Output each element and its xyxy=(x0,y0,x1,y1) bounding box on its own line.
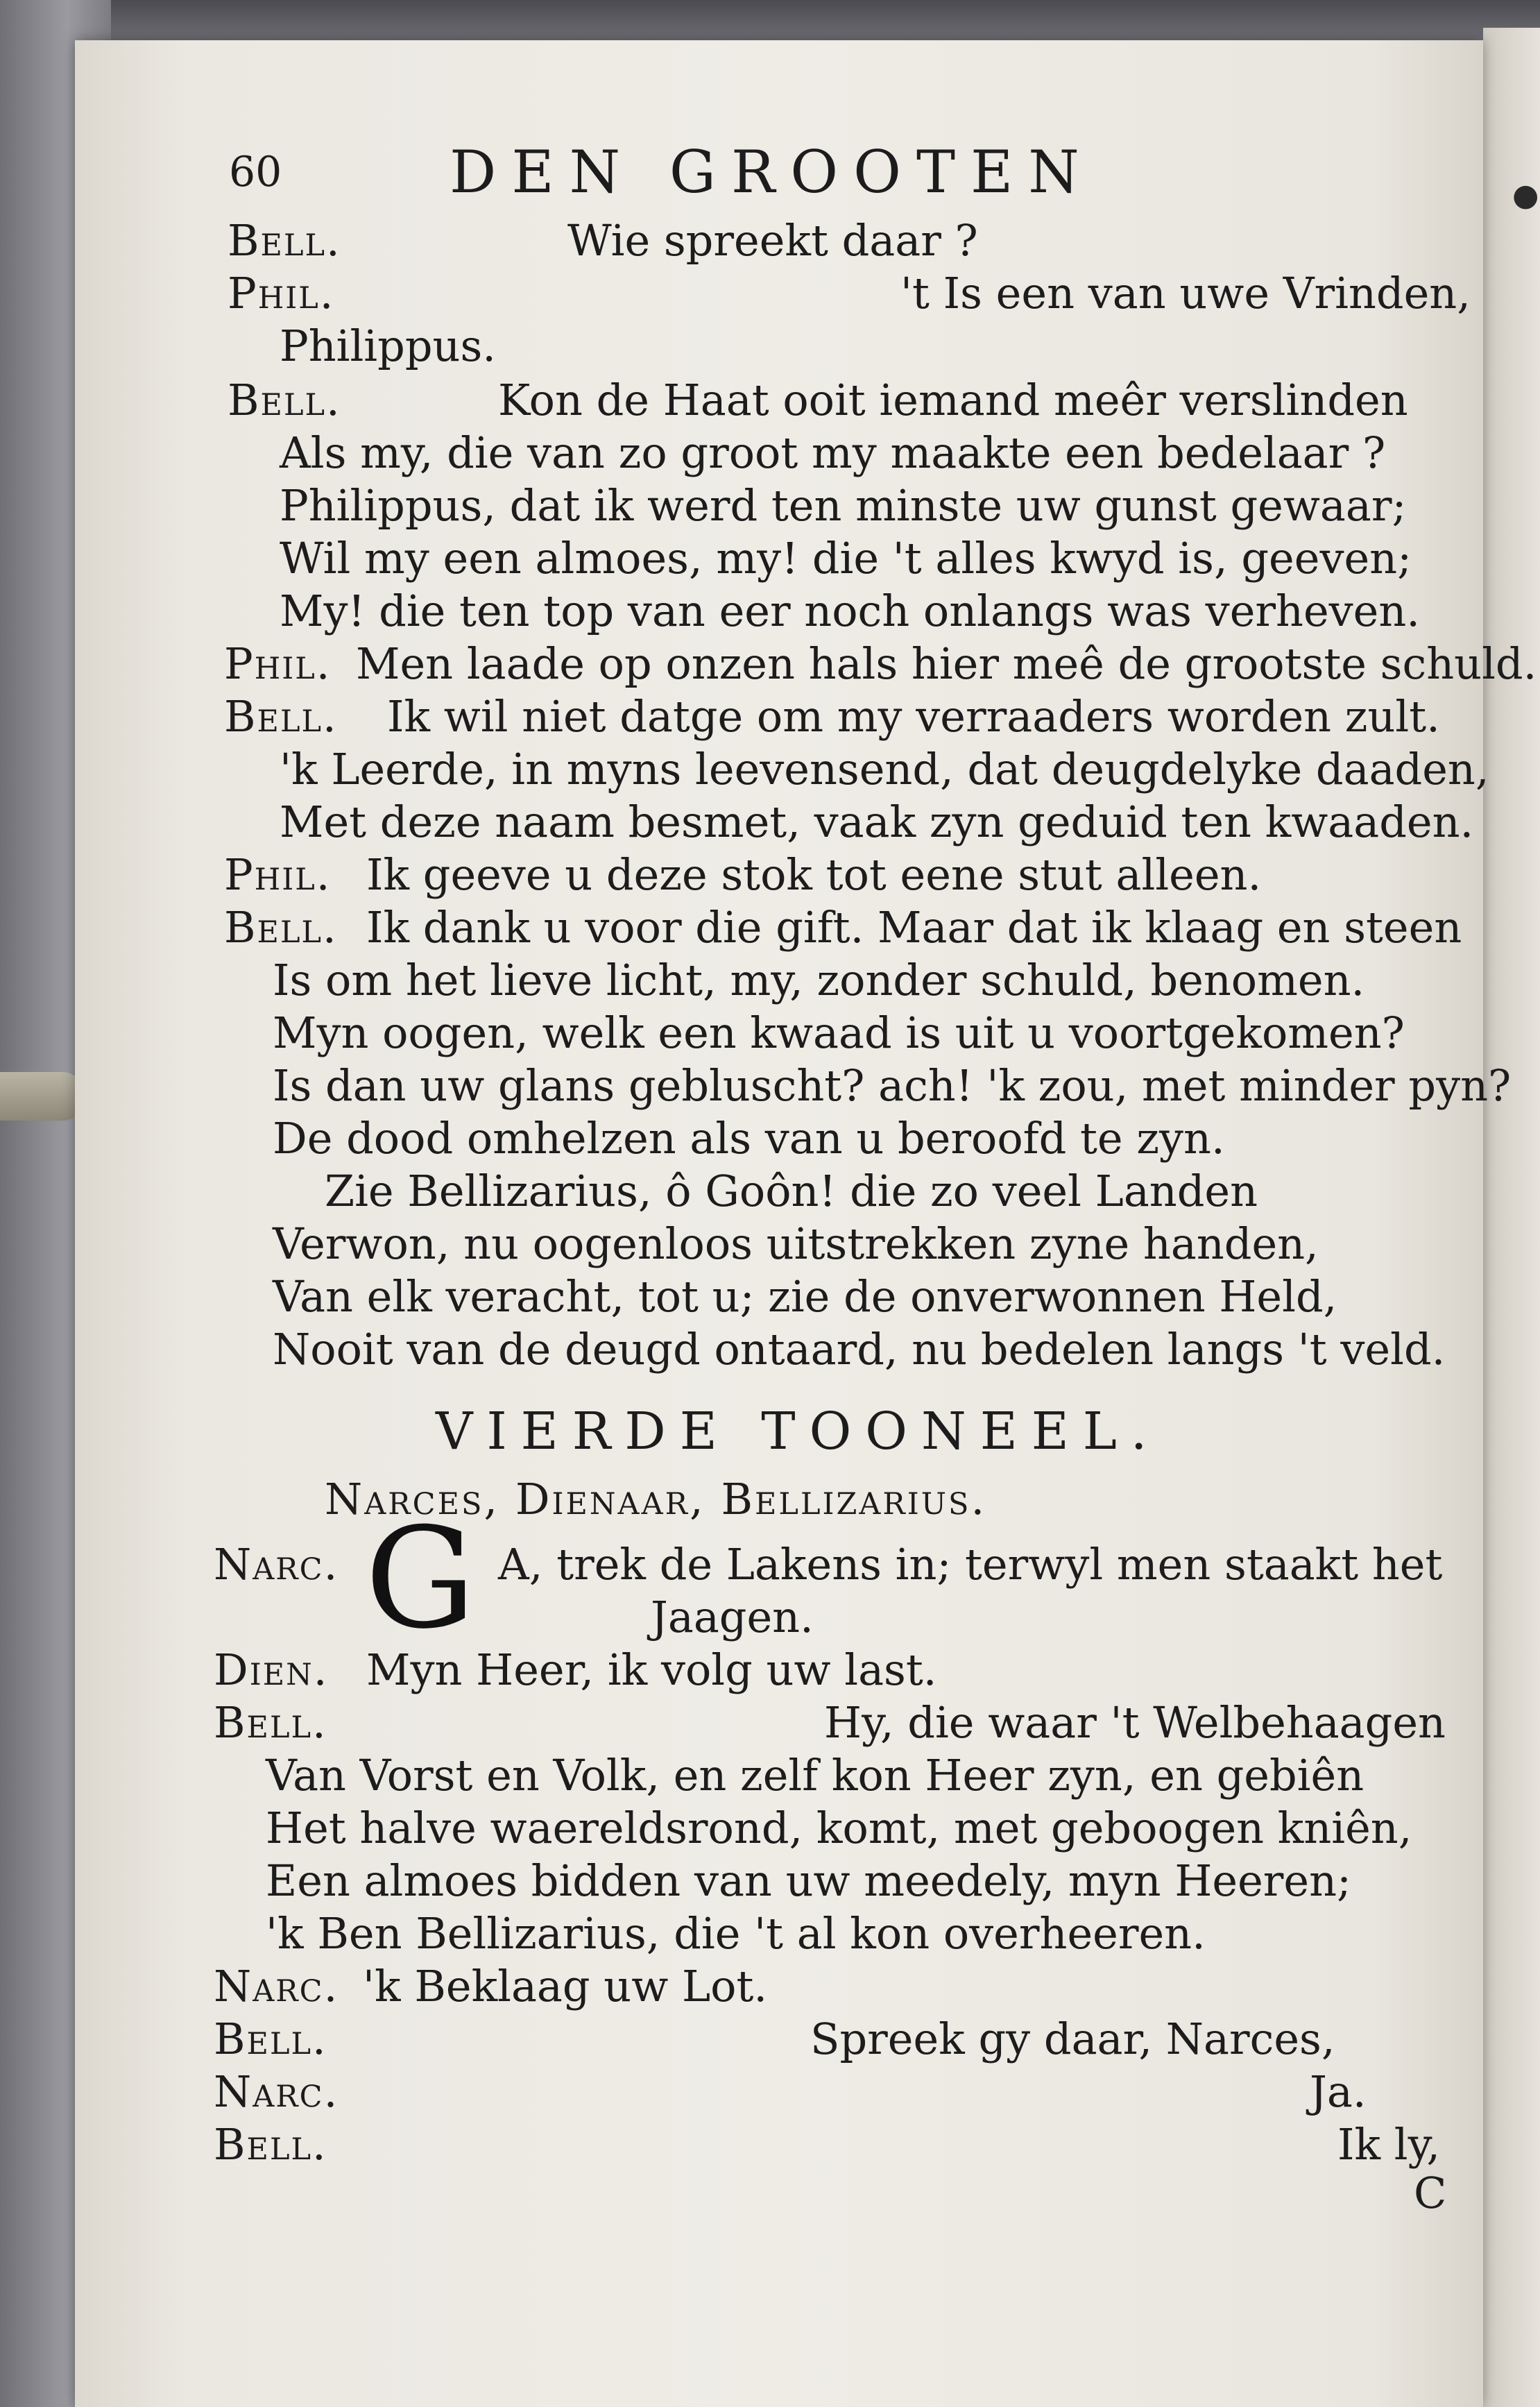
speaker: Dien. xyxy=(214,1644,329,1695)
speaker: Bell. xyxy=(228,375,341,425)
verse-line: Met deze naam besmet, vaak zyn geduid ten kwaaden. xyxy=(280,797,1474,847)
verse-line: My! die ten top van eer noch onlangs was verheven. xyxy=(280,586,1420,636)
speaker: Bell. xyxy=(214,2119,327,2170)
verse-line: Ja. xyxy=(1310,2066,1367,2117)
next-page-edge xyxy=(1483,28,1540,2407)
speaker: Phil. xyxy=(224,849,332,900)
verse-line: Als my, die van zo groot my maakte een bedelaar ? xyxy=(280,427,1386,478)
verse-line: De dood omhelzen als van u beroofd te zyn. xyxy=(273,1113,1225,1164)
verse-line: Kon de Haat ooit iemand meêr verslinden xyxy=(498,375,1408,425)
verse-line: Hy, die waar 't Welbehaagen xyxy=(824,1697,1446,1748)
verse-line: Een almoes bidden van uw meedely, myn Heeren; xyxy=(266,1855,1351,1906)
verse-line: A, trek de Lakens in; terwyl men staakt het xyxy=(498,1539,1443,1590)
verse-line: Jaagen. xyxy=(651,1592,814,1642)
verse-line: Nooit van de deugd ontaard, nu bedelen langs 't veld. xyxy=(273,1324,1446,1375)
verse-line: 'k Ben Bellizarius, die 't al kon overheeren. xyxy=(266,1908,1206,1959)
speaker: Phil. xyxy=(228,268,335,318)
verse-line: Verwon, nu oogenloos uitstrekken zyne handen, xyxy=(273,1218,1319,1269)
page-number: 60 xyxy=(229,148,282,196)
verse-line: Myn Heer, ik volg uw last. xyxy=(366,1644,937,1695)
verse-line: Ik ly, xyxy=(1337,2119,1441,2170)
scene-title: VIERDE TOONEEL. xyxy=(436,1402,1161,1461)
verse-line: Is dan uw glans gebluscht? ach! 'k zou, met minder pyn? xyxy=(273,1060,1512,1111)
speaker: Bell. xyxy=(214,2014,327,2064)
verse-line: Spreek gy daar, Narces, xyxy=(810,2014,1335,2064)
verse-line: Philippus, dat ik werd ten minste uw gunst gewaar; xyxy=(280,480,1407,531)
verse-line: Van elk veracht, tot u; zie de onverwonnen Held, xyxy=(273,1271,1337,1322)
bookmark-ribbon xyxy=(0,1072,83,1121)
verse-line: Wil my een almoes, my! die 't alles kwyd is, geeven; xyxy=(280,533,1412,584)
speaker: Narc. xyxy=(214,1539,339,1590)
verse-line: 'k Leerde, in myns leevensend, dat deugdelyke daaden, xyxy=(280,744,1489,794)
verse-line: Wie spreekt daar ? xyxy=(567,215,978,266)
speaker: Bell. xyxy=(224,902,338,953)
verse-line: 'k Beklaag uw Lot. xyxy=(363,1961,768,2011)
speaker: Bell. xyxy=(228,215,341,266)
running-head: DEN GROOTEN xyxy=(450,138,1095,206)
verse-line: Myn oogen, welk een kwaad is uit u voortgekomen? xyxy=(273,1007,1405,1058)
verse-line: 't Is een van uwe Vrinden, xyxy=(900,268,1471,318)
verse-line: Is om het lieve licht, my, zonder schuld, benomen. xyxy=(273,955,1365,1005)
verse-line: Het halve waereldsrond, komt, met geboogen kniên, xyxy=(266,1803,1412,1853)
speaker: Bell. xyxy=(214,1697,327,1748)
scene-persons: Narces, Dienaar, Bellizarius. xyxy=(325,1474,987,1524)
verse-line: Ik geeve u deze stok tot eene stut alleen. xyxy=(366,849,1262,900)
signature-mark: C xyxy=(1414,2168,1447,2218)
book-page xyxy=(75,40,1537,2407)
verse-line: Philippus. xyxy=(280,321,496,371)
speaker: Narc. xyxy=(214,1961,339,2011)
verse-line: Zie Bellizarius, ô Goôn! die zo veel Landen xyxy=(325,1166,1258,1216)
drop-cap: G xyxy=(365,1498,476,1660)
verse-line: Men laade op onzen hals hier meê de grootste schuld. xyxy=(356,638,1537,689)
verse-line: Van Vorst en Volk, en zelf kon Heer zyn, en gebiên xyxy=(266,1750,1364,1801)
verse-line: Ik wil niet datge om my verraaders worden zult. xyxy=(387,691,1440,742)
speaker: Narc. xyxy=(214,2066,339,2117)
speaker: Phil. xyxy=(224,638,332,689)
speaker: Bell. xyxy=(224,691,338,742)
verse-line: Ik dank u voor die gift. Maar dat ik klaag en steen xyxy=(366,902,1462,953)
